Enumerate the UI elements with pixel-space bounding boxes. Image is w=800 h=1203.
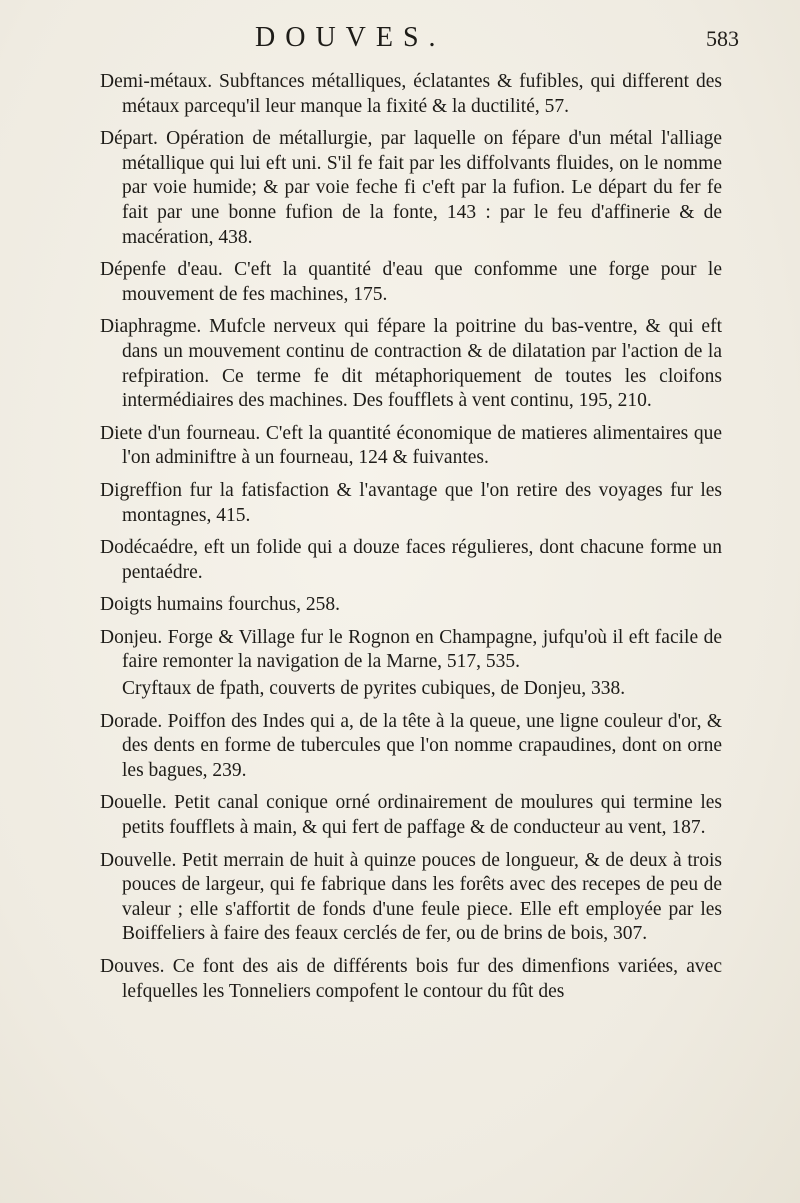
entry-demi-metaux: Demi-métaux. Subftances métalliques, éclatantes & fufibles, qui different des métaux parcequ'il leur manque la fixité & la ductilité, 57. [100,71,722,117]
entry-donjeu-crystaux: Cryftaux de fpath, couverts de pyrites cubiques, de Donjeu, 338. [122,678,626,700]
page-header [0,22,800,62]
entry-dorade: Dorade. Poiffon des Indes qui a, de la tête à la queue, une ligne couleur d'or, & des dents en forme de tubercules que l'on nomme crapaudines, dont on orne les bagues, 239. [100,710,722,781]
entry-douves: Douves. Ce font des ais de différents bois fur des dimenfions variées, avec lefquelles les Tonneliers compofent le contour du fût des [100,956,722,1002]
entry-dodecaedre: Dodécaédre, eft un folide qui a douze faces régulieres, dont chacune forme un pentaédre. [100,537,722,583]
entry-digression: Digreffion fur la fatisfaction & l'avantage que l'on retire des voyages fur les montagnes, 415. [100,479,722,526]
entry-douelle: Douelle. Petit canal conique orné ordinairement de moulures qui termine les petits foufflets à main, & qui fert de paffage & de conducteur au vent, 187. [100,792,722,839]
entry-depart: Départ. Opération de métallurgie, par laquelle on fépare d'un métal l'alliage métallique qui lui eft uni. S'il fe fait par les diffolvants fluides, on le nomme par voie humide; & par voie feche fi c'eft par la fufion. Le départ du fer fe fait par une bonne fufion de la fonte, 143 : par le feu d'affinerie & de macération, 438. [100,128,722,248]
running-title: DOUVES. [255,22,446,53]
entry-douvelle: Douvelle. Petit merrain de huit à quinze pouces de longueur, & de deux à trois pouces de largeur, qui fe fabrique dans les forêts avec des recepes de peu de valeur ; elle s'affortit de fonds d'une feule piece. Elle eft employée par les Boiffeliers à faire des feaux cerclés de fer, ou de brins de bois, 307. [100,849,722,945]
entry-donjeu: Donjeu. Forge & Village fur le Rognon en Champagne, jufqu'où il eft facile de faire remonter la navigation de la Marne, 517, 535. [100,626,722,673]
entry-diete: Diete d'un fourneau. C'eft la quantité économique de matieres alimentaires que l'on adminiftre à un fourneau, 124 & fuivantes. [100,422,722,469]
entry-depense-d-eau: Dépenfe d'eau. C'eft la quantité d'eau que confomme une forge pour le mouvement de fes machines, 175. [100,259,722,305]
entry-diaphragme: Diaphragme. Mufcle nerveux qui fépare la poitrine du bas-ventre, & qui eft dans un mouvement continu de contraction & de dilatation par l'action de la refpiration. Ce terme fe dit métaphoriquement de toutes les cloifons intermédiaires des machines. Des foufflets à vent continu, 195, 210. [100,316,722,412]
glossary-entries [100,70,722,1012]
entry-doigts: Doigts humains fourchus, 258. [100,594,340,616]
page-number: 583 [706,26,739,51]
